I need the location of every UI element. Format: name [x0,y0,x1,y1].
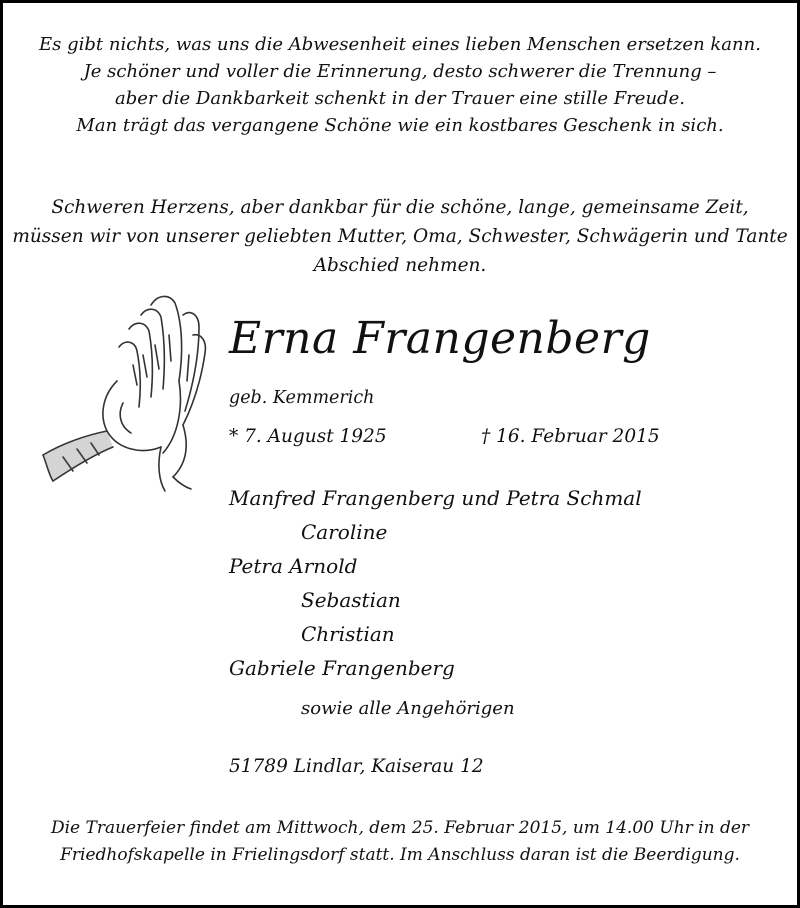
funeral-service-info [3,815,797,869]
mourner-name: Petra Arnold [229,554,358,578]
family-address: 51789 Lindlar, Kaiserau 12 [229,756,484,777]
intro-line: Abschied nehmen. [313,255,487,276]
other-relatives: sowie alle Angehörigen [301,698,515,719]
deceased-name: Erna Frangenberg [229,313,651,364]
quote-line: Es gibt nichts, was uns die Abwesenheit eines lieben Menschen ersetzen kann. [39,34,761,55]
quote-line: aber die Dankbarkeit schenkt in der Trauer eine stille Freude. [115,88,685,109]
birth-name: geb. Kemmerich [229,388,375,408]
memorial-quote [3,31,797,139]
intro-line: Schweren Herzens, aber dankbar für die schöne, lange, gemeinsame Zeit, [51,197,749,218]
mourner-name: Caroline [301,520,388,544]
farewell-intro [3,193,797,280]
quote-line: Je schöner und voller die Erinnerung, desto schwerer die Trennung – [83,61,717,82]
service-line: Friedhofskapelle in Frielingsdorf statt. Im Anschluss daran ist die Beerdigung. [60,845,740,865]
mourner-name: Christian [301,622,395,646]
death-date: † 16. Februar 2015 [481,426,660,447]
service-line: Die Trauerfeier findet am Mittwoch, dem 25. Februar 2015, um 14.00 Uhr in der [50,818,750,838]
birth-date: * 7. August 1925 [229,426,387,447]
intro-line: müssen wir von unserer geliebten Mutter, Oma, Schwester, Schwägerin und Tante [12,226,788,247]
mourner-name: Manfred Frangenberg und Petra Schmal [229,486,642,510]
quote-line: Man trägt das vergangene Schöne wie ein kostbares Geschenk in sich. [76,115,724,136]
mourner-name: Gabriele Frangenberg [229,656,455,680]
mourner-name: Sebastian [301,588,401,612]
praying-hands-image [33,285,223,495]
mourners-list [229,481,642,685]
